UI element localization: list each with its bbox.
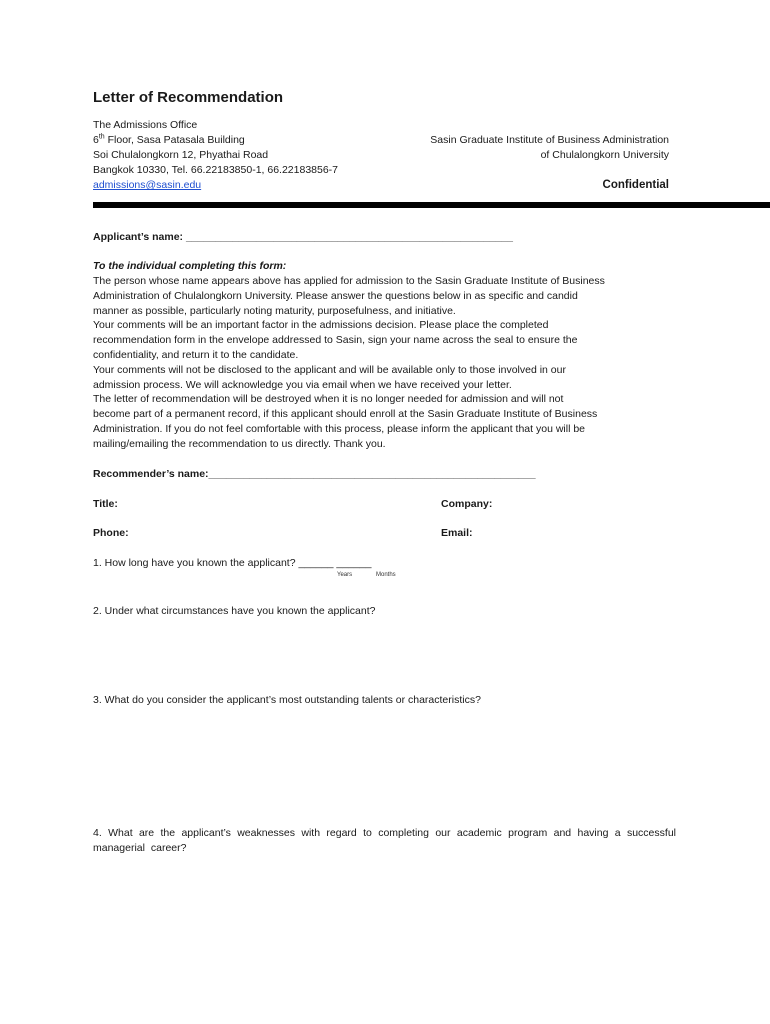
address-line-floor [93, 133, 338, 148]
instructions-line: admission process. We will acknowledge you via email when we have received your letter. [93, 378, 512, 391]
floor-building: Floor, Sasa Patasala Building [104, 134, 245, 146]
address-line-office: The Admissions Office [93, 119, 198, 131]
recommender-name-field[interactable]: Recommender’s name:________________________________________________________ [93, 468, 536, 480]
instructions-line: mailing/emailing the recommendation to us directly. Thank you. [93, 437, 386, 450]
email-field[interactable]: Email: [441, 527, 473, 539]
instructions-line: The letter of recommendation will be destroyed when it is no longer needed for admission and will not [93, 393, 564, 406]
instructions-line: confidentiality, and return it to the candidate. [93, 348, 299, 361]
question-3: 3. What do you consider the applicant’s most outstanding talents or characteristics? [93, 694, 481, 706]
instructions-body [93, 274, 673, 452]
floor-number: 6 [93, 134, 99, 146]
instructions-line: manner as possible, particularly noting maturity, purposefulness, and initiative. [93, 304, 456, 317]
confidential-label: Confidential [602, 179, 669, 191]
months-caption: Months [376, 572, 396, 578]
applicant-name-field[interactable]: Applicant’s name: ________________________________________________________ [93, 231, 513, 243]
instructions-line: Your comments will be an important factor in the admissions decision. Please place the completed [93, 319, 549, 332]
instructions-line: become part of a permanent record, if this applicant should enroll at the Sasin Graduate Institute of Business [93, 408, 598, 421]
document-title: Letter of Recommendation [93, 89, 284, 106]
question-2: 2. Under what circumstances have you known the applicant? [93, 605, 376, 617]
floor-ordinal: th [98, 133, 105, 141]
instructions-heading: To the individual completing this form: [93, 260, 287, 272]
instructions-line: The person whose name appears above has applied for admission to the Sasin Graduate Institute of Business [93, 275, 605, 287]
instructions-line: Your comments will not be disclosed to the applicant and will be available only to those involved in our [93, 363, 566, 376]
address-line-road: Soi Chulalongkorn 12, Phyathai Road [93, 149, 269, 161]
admissions-email-link[interactable]: admissions@sasin.edu [93, 179, 202, 191]
title-field[interactable]: Title: [93, 498, 118, 510]
company-field[interactable]: Company: [441, 498, 493, 510]
question-1[interactable]: 1. How long have you known the applicant? ______ ______ [93, 557, 372, 569]
institution-line-2: of Chulalongkorn University [540, 149, 669, 161]
address-line-city-phone: Bangkok 10330, Tel. 66.22183850-1, 66.22183856-7 [93, 164, 339, 176]
instructions-line: Administration. If you do not feel comfortable with this process, please inform the applicant that you will be [93, 422, 586, 435]
header-divider [93, 202, 770, 208]
institution-line-1: Sasin Graduate Institute of Business Administration [430, 134, 669, 146]
admissions-address [93, 118, 338, 193]
phone-field[interactable]: Phone: [93, 527, 129, 539]
question-4: 4. What are the applicant’s weaknesses with regard to completing our academic program and having a successful managerial career? [93, 827, 676, 854]
institution-name [430, 133, 669, 163]
instructions-line: Administration of Chulalongkorn University. Please answer the questions below in as specific and candid [93, 289, 578, 302]
instructions-line: recommendation form in the envelope addressed to Sasin, sign your name across the seal to ensure the [93, 334, 578, 347]
years-caption: Years [337, 572, 353, 578]
